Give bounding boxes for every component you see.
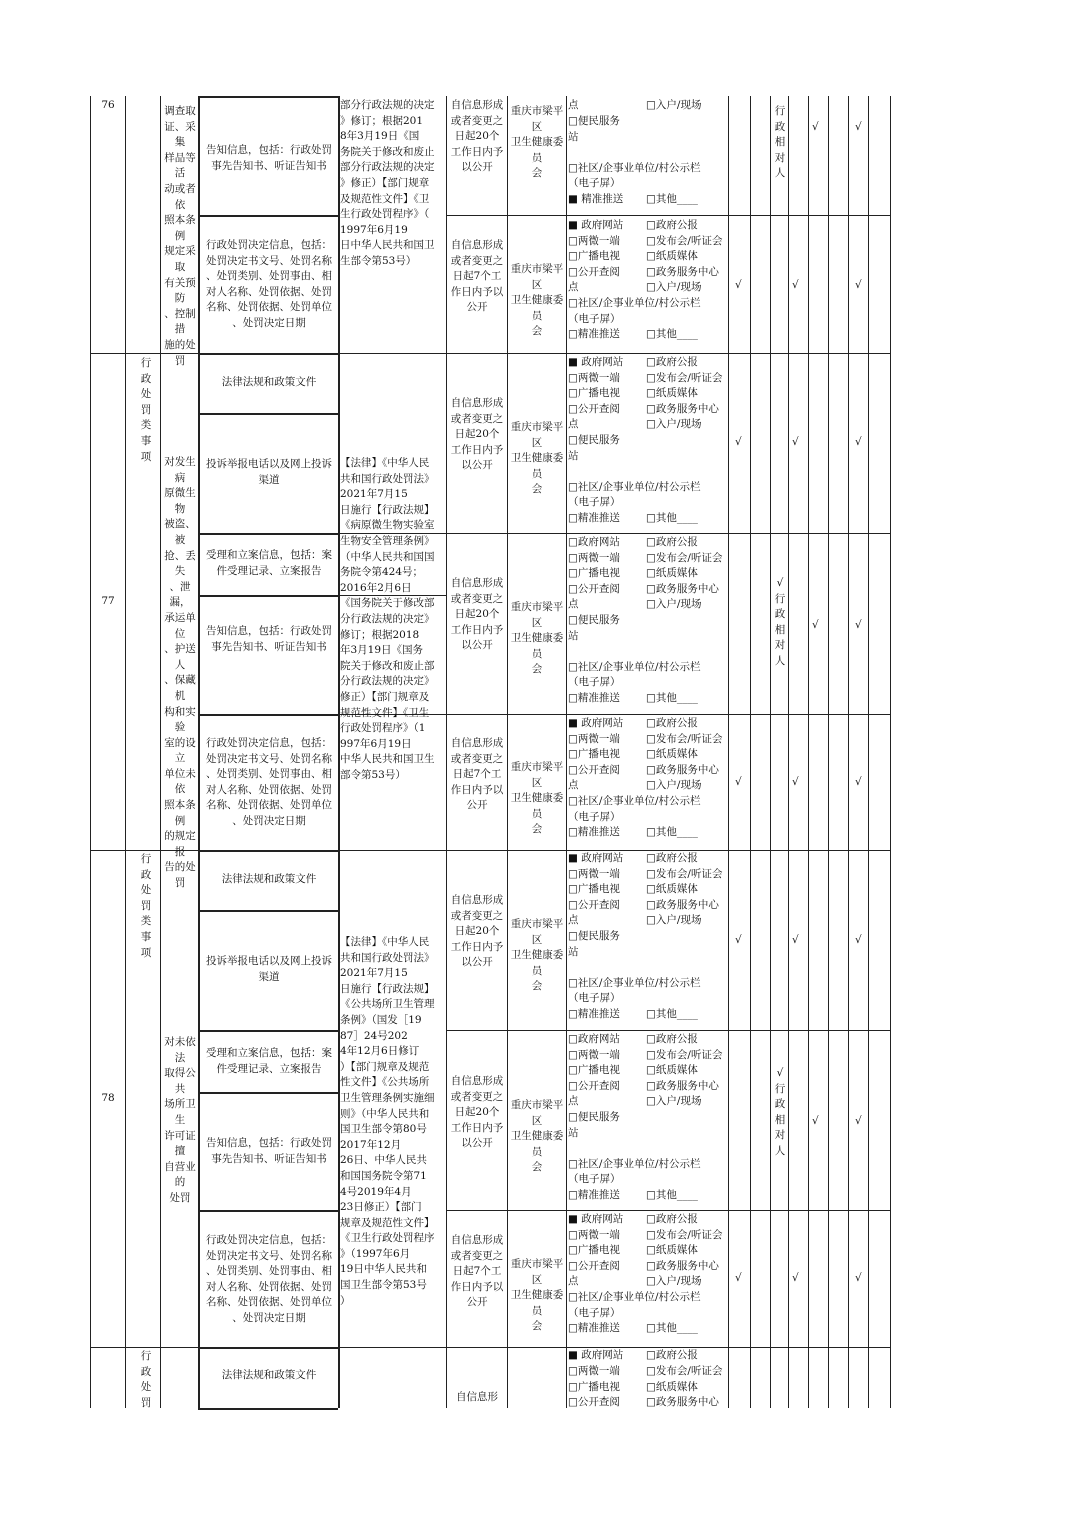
publish-time: 自信息形成 或者变更之 日起7个工 作日内予以 公开 (450, 1234, 504, 1309)
channel-option: □政务服务中心 (646, 1396, 719, 1408)
channel-option: 点 (568, 1275, 579, 1288)
channel-option: （电子屏） (568, 177, 621, 189)
publisher: 重庆市梁平区 卫生健康委员 会 (510, 761, 564, 836)
channel-option: 站 (568, 131, 579, 143)
check-mark: √ (855, 121, 862, 133)
channel-option: ■ 政府网站 (568, 852, 624, 864)
channel-option: ■ 政府网站 (568, 1349, 624, 1361)
channel-option: （电子屏） (568, 312, 621, 325)
channel-option: □公开查阅 (568, 402, 620, 415)
publisher: 重庆市梁平区 卫生健康委员 会 (510, 1099, 564, 1174)
check-mark: √ (812, 1115, 819, 1127)
channel-option: □入户/现场 (646, 1275, 702, 1288)
channel-option: □两微一端 (568, 1365, 620, 1377)
channel-option: □政务服务中心 (646, 582, 719, 595)
grid-line-h (198, 1408, 338, 1410)
grid-line-v (160, 96, 161, 1408)
subject-decision: 行政处罚决定信息，包括： 处罚决定书文号、处罚名称 、处罚类别、处罚事由、相 对人名称、处罚依据、处罚 名称、处罚依据、处罚单位 、处罚决定日期 (206, 737, 332, 827)
grid-line-h (446, 714, 890, 715)
row-number: 76 (101, 99, 115, 111)
check-mark: √ (812, 121, 819, 133)
channel-option: □纸质媒体 (646, 748, 698, 761)
channel-option: 站 (568, 629, 579, 642)
channel-option: 点 (568, 779, 579, 792)
grid-line-h (446, 1210, 890, 1211)
grid-line-v (728, 96, 729, 1408)
check-mark: √ (735, 934, 742, 946)
channel-option: 站 (568, 1126, 579, 1139)
grid-line-h (198, 910, 338, 912)
channel-option: □公开查阅 (568, 582, 620, 595)
grid-line-v (770, 96, 771, 1408)
channel-option: □入户/现场 (646, 281, 702, 294)
channel-option: □发布会/听证会 (646, 867, 723, 880)
channel-option: □其他____ (646, 1189, 698, 1201)
subject-notice: 告知信息，包括：行政处罚 事先告知书、听证告知书 (206, 625, 332, 653)
channel-option: 站 (568, 449, 579, 462)
channel-option: 点 (568, 99, 579, 111)
row-number: 78 (101, 1092, 115, 1104)
check-mark: √ (735, 279, 742, 291)
grid-line-v (125, 96, 126, 1408)
subject-decision: 行政处罚决定信息，包括： 处罚决定书文号、处罚名称 、处罚类别、处罚事由、相 对人名称、处罚依据、处罚 名称、处罚依据、处罚单位 、处罚决定日期 (206, 1234, 332, 1324)
subject-laws: 法律法规和政策文件 (221, 1369, 317, 1381)
channel-option: □便民服务 (568, 614, 620, 626)
channel-option: 点 (568, 418, 579, 431)
grid-line-h (198, 1030, 338, 1032)
grid-line-h (198, 1092, 338, 1094)
channel-option: □政府公报 (646, 536, 698, 548)
channel-option: ■ 政府网站 (568, 1213, 624, 1225)
channel-option: ■ 政府网站 (568, 356, 624, 368)
channel-option: □精准推送 (568, 692, 620, 704)
channel-option: □其他____ (646, 512, 698, 524)
channel-option: □发布会/听证会 (646, 371, 723, 384)
item-name: 对发生病 原微生物 被盗、被 抢、丢失 、泄漏， 承运单位 、护送人 、保藏机 构和实验 室的设立 单位未依 照本条例 的规定报 告的处罚 (164, 456, 196, 890)
row-number: 77 (101, 595, 115, 607)
check-mark: √ (735, 776, 742, 788)
channel-option: □纸质媒体 (646, 883, 698, 896)
publish-time: 自信息形成 或者变更之 日起7个工 作日内予以 公开 (450, 239, 504, 314)
channel-option: □发布会/听证会 (646, 1228, 723, 1241)
channel-option: □两微一端 (568, 234, 620, 247)
check-mark: √ (735, 436, 742, 448)
channel-option: □便民服务 (568, 930, 620, 942)
channel-option: □精准推送 (568, 1189, 620, 1201)
channel-option: □广播电视 (568, 567, 620, 580)
channel-option: □两微一端 (568, 371, 620, 384)
channel-option: □精准推送 (568, 512, 620, 524)
channel-option: □政务服务中心 (646, 763, 719, 776)
channel-option: 点 (568, 914, 579, 927)
channel-option: □政务服务中心 (646, 265, 719, 278)
check-mark: √ (855, 1115, 862, 1127)
channel-option: □政务服务中心 (646, 1079, 719, 1092)
grid-line-v (446, 96, 447, 1408)
grid-line-h (198, 595, 338, 597)
grid-line-h (446, 1030, 890, 1031)
publish-time: 自信息形成 或者变更之 日起7个工 作日内予以 公开 (450, 737, 504, 812)
channel-option: □入户/现场 (646, 914, 702, 927)
channel-option: □纸质媒体 (646, 250, 698, 263)
channel-option: □公开查阅 (568, 1079, 620, 1092)
grid-line-v (507, 96, 508, 1408)
channel-option: □精准推送 (568, 1008, 620, 1020)
grid-line-h (446, 533, 890, 534)
channel-option: □广播电视 (568, 250, 620, 263)
channel-option: □精准推送 (568, 826, 620, 839)
channel-option: □政务服务中心 (646, 1259, 719, 1272)
grid-line-v (90, 96, 91, 1408)
check-mark: √ (792, 279, 799, 291)
subject-complaint: 投诉举报电话以及网上投诉 渠道 (206, 458, 332, 486)
channel-option: □其他____ (646, 826, 698, 839)
channel-option: □社区/企事业单位/村公示栏 (568, 660, 701, 673)
subject-laws: 法律法规和政策文件 (221, 873, 317, 885)
publisher: 重庆市梁平区 卫生健康委员 会 (510, 421, 564, 496)
item-type: 行 政 处 罚 类 事 项 (140, 853, 152, 959)
channel-option: □公开查阅 (568, 265, 620, 278)
grid-line-v (566, 96, 567, 1408)
channel-option: □发布会/听证会 (646, 732, 723, 745)
channel-option: □公开查阅 (568, 1259, 620, 1272)
channel-option: □纸质媒体 (646, 387, 698, 400)
channel-option: □入户/现场 (646, 418, 702, 431)
grid-line-v (890, 96, 891, 1408)
channel-option: □精准推送 (568, 1322, 620, 1335)
publish-time: 自信息形成 或者变更之 日起20个 工作日内予 以公开 (450, 99, 504, 174)
channel-option: □政府公报 (646, 852, 698, 864)
grid-line-v (828, 96, 829, 1408)
channel-option: □纸质媒体 (646, 567, 698, 580)
channel-option: □政府网站 (568, 1033, 620, 1045)
channel-option: □政府公报 (646, 1033, 698, 1045)
publish-time: 自信息形成 或者变更之 日起20个 工作日内予 以公开 (450, 577, 504, 652)
item-name: 对未依法 取得公共 场所卫生 许可证擅 自营业的 处罚 (164, 1036, 196, 1204)
channel-option: □便民服务 (568, 1111, 620, 1123)
publisher: 重庆市梁平区 卫生健康委员 会 (510, 263, 564, 338)
channel-option: （电子屏） (568, 1173, 621, 1186)
channel-option: □精准推送 (568, 328, 620, 341)
channel-option: □入户/现场 (646, 779, 702, 792)
publisher: 重庆市梁平区 卫生健康委员 会 (510, 918, 564, 993)
channel-option: □广播电视 (568, 1064, 620, 1077)
channel-option: □广播电视 (568, 1381, 620, 1393)
channel-option: 点 (568, 1095, 579, 1108)
grid-line-v (808, 96, 809, 1408)
channel-option: 点 (568, 598, 579, 611)
channel-option: （电子屏） (568, 496, 621, 509)
grid-line-h (198, 413, 338, 415)
channel-option: □两微一端 (568, 551, 620, 564)
channel-option: □两微一端 (568, 867, 620, 880)
channel-option: □政府公报 (646, 1213, 698, 1225)
publisher: 重庆市梁平区 卫生健康委员 会 (510, 601, 564, 676)
channel-option: □纸质媒体 (646, 1381, 698, 1393)
grid-line-h (198, 850, 338, 852)
grid-line-v (788, 96, 789, 1408)
channel-option: □纸质媒体 (646, 1064, 698, 1077)
channel-option: □便民服务 (568, 115, 620, 127)
check-mark: √ (855, 436, 862, 448)
subject-accept: 受理和立案信息，包括：案 件受理记录、立案报告 (206, 1047, 332, 1075)
channel-option: □其他____ (646, 1008, 698, 1020)
subject-notice: 告知信息，包括：行政处罚 事先告知书、听证告知书 (206, 1137, 332, 1165)
grid-line-h (198, 1347, 338, 1349)
subject-notice: 告知信息，包括：行政处罚 事先告知书、听证告知书 (206, 144, 332, 172)
subject-decision: 行政处罚决定信息，包括： 处罚决定书文号、处罚名称 、处罚类别、处罚事由、相 对人名称、处罚依据、处罚 名称、处罚依据、处罚单位 、处罚决定日期 (206, 239, 332, 329)
channel-option: □纸质媒体 (646, 1244, 698, 1257)
grid-line-v (750, 96, 751, 1408)
publish-time: 自信息形成 或者变更之 日起20个 工作日内予 以公开 (450, 397, 504, 472)
channel-option: □发布会/听证会 (646, 551, 723, 564)
channel-option: □政府公报 (646, 356, 698, 368)
channel-option: □社区/企事业单位/村公示栏 (568, 297, 701, 309)
check-mark: √ (735, 1272, 742, 1284)
grid-line-h (446, 215, 890, 216)
channel-option: □政府公报 (646, 219, 698, 231)
channel-option: □广播电视 (568, 387, 620, 400)
check-mark: √ (792, 776, 799, 788)
channel-option: □便民服务 (568, 434, 620, 446)
grid-line-h (198, 1210, 338, 1212)
check-mark: √ (855, 934, 862, 946)
channel-option: □发布会/听证会 (646, 1048, 723, 1061)
grid-line-h (198, 714, 338, 716)
channel-option: （电子屏） (568, 676, 621, 689)
target-relative: 行 政 相 对 人 (774, 105, 786, 180)
channel-option: □政府公报 (646, 1349, 698, 1361)
channel-option: □政务服务中心 (646, 898, 719, 911)
channel-option: □广播电视 (568, 1244, 620, 1257)
channel-option: □两微一端 (568, 1228, 620, 1241)
channel-option: □社区/企事业单位/村公示栏 (568, 1157, 701, 1170)
check-mark: √ (792, 436, 799, 448)
channel-option: □社区/企事业单位/村公示栏 (568, 976, 701, 989)
item-type: 行 政 处 罚 类 事 项 (140, 357, 152, 463)
channel-option: □社区/企事业单位/村公示栏 (568, 480, 701, 493)
channel-option: □社区/企事业单位/村公示栏 (568, 162, 701, 174)
channel-option: □公开查阅 (568, 1396, 620, 1408)
channel-option: □两微一端 (568, 732, 620, 745)
channel-option: □政府公报 (646, 717, 698, 729)
channel-option: （电子屏） (568, 1306, 621, 1319)
grid-line-h (198, 533, 338, 535)
target-relative: √ 行 政 相 对 人 (774, 577, 786, 667)
publish-time: 自信息形成 或者变更之 日起20个 工作日内予 以公开 (450, 894, 504, 969)
check-mark: √ (792, 1272, 799, 1284)
channel-option: □社区/企事业单位/村公示栏 (568, 1291, 701, 1303)
grid-line-h (198, 96, 338, 98)
publish-time: 自信息形 (456, 1391, 498, 1403)
subject-accept: 受理和立案信息，包括：案 件受理记录、立案报告 (206, 549, 332, 577)
channel-option: □政府网站 (568, 536, 620, 548)
publisher: 重庆市梁平区 卫生健康委员 会 (510, 105, 564, 180)
channel-option: （电子屏） (568, 810, 621, 823)
channel-option: □政务服务中心 (646, 402, 719, 415)
target-relative: √ 行 政 相 对 人 (774, 1067, 786, 1157)
grid-line-v (848, 96, 849, 1408)
subject-laws: 法律法规和政策文件 (221, 376, 317, 388)
check-mark: √ (812, 619, 819, 631)
channel-option: □发布会/听证会 (646, 234, 723, 247)
legal-basis: 部分行政法规的决定 》修订；根据201 8年3月19日《国 务院关于修改和废止 部分行政法规的决定 》修正）【部门规章 及规范性文件】《卫 生行政处罚程序》（ 1997年6月19 日中华人民共和国卫 生部令第53号） (340, 99, 435, 267)
channel-option: □入户/现场 (646, 99, 702, 111)
channel-option: □广播电视 (568, 883, 620, 896)
channel-option: □其他____ (646, 1322, 698, 1335)
subject-complaint: 投诉举报电话以及网上投诉 渠道 (206, 955, 332, 983)
publish-time: 自信息形成 或者变更之 日起20个 工作日内予 以公开 (450, 1075, 504, 1150)
channel-option: ■ 政府网站 (568, 717, 624, 729)
channel-option: □公开查阅 (568, 763, 620, 776)
grid-line-h (198, 215, 338, 217)
check-mark: √ (855, 1272, 862, 1284)
channel-option: ■ 政府网站 (568, 219, 624, 231)
channel-option: （电子屏） (568, 992, 621, 1005)
channel-option: □入户/现场 (646, 598, 702, 611)
check-mark: √ (855, 619, 862, 631)
check-mark: √ (855, 279, 862, 291)
channel-option: □两微一端 (568, 1048, 620, 1061)
channel-option: □广播电视 (568, 748, 620, 761)
channel-option: ■ 精准推送 (568, 193, 624, 205)
legal-basis: 【法律】《中华人民 共和国行政处罚法》 2021年7月15 日施行【行政法规】 《病原微生物实验室 生物安全管理条例》 （中华人民共和国国 务院令第424号； 2016年2月6日 《国务院关于修改部 分行政法规的决定》 修订；根据2018 年3月19日《国务 院关于修改和废止部 分行政法规的决定》 修正）【部门规章及 规范性文件】《卫生 行政处罚程序》（1 997年6月19日 中华人民共和国卫生 部令第53号） (340, 457, 435, 781)
channel-option: □发布会/听证会 (646, 1365, 723, 1377)
channel-option: □入户/现场 (646, 1095, 702, 1108)
channel-option: □其他____ (646, 193, 698, 205)
legal-basis: 【法律】《中华人民 共和国行政处罚法》 2021年7月15 日施行【行政法规】 《公共场所卫生管理 条例》（国发［19 87］24号202 4年12月6日修订 ）【部门规章及规范 性文件】《公共场所 卫生管理条例实施细 则》（中华人民共和 国卫生部令第80号 2017年12月 26日、中华人民共 和国国务院令第71 4号2019年4月 23日修正）【部门 规章及规范性文件】 《卫生行政处罚程序 》（1997年6月 19日中华人民共和 国卫生部令第53号 ） (340, 936, 435, 1307)
channel-option: 点 (568, 281, 579, 294)
channel-option: 站 (568, 945, 579, 958)
check-mark: √ (792, 934, 799, 946)
grid-line-h (198, 353, 338, 355)
publisher: 重庆市梁平区 卫生健康委员 会 (510, 1258, 564, 1333)
channel-option: □社区/企事业单位/村公示栏 (568, 795, 701, 807)
channel-option: □其他____ (646, 692, 698, 704)
check-mark: √ (855, 776, 862, 788)
item-name: 调查取 证、采集 样品等活 动或者依 照本条例 规定采取 有关预防 、控制措 施的处罚 (164, 105, 196, 367)
channel-option: □其他____ (646, 328, 698, 341)
item-type: 行 政 处 罚 (140, 1350, 152, 1409)
channel-option: □公开查阅 (568, 898, 620, 911)
